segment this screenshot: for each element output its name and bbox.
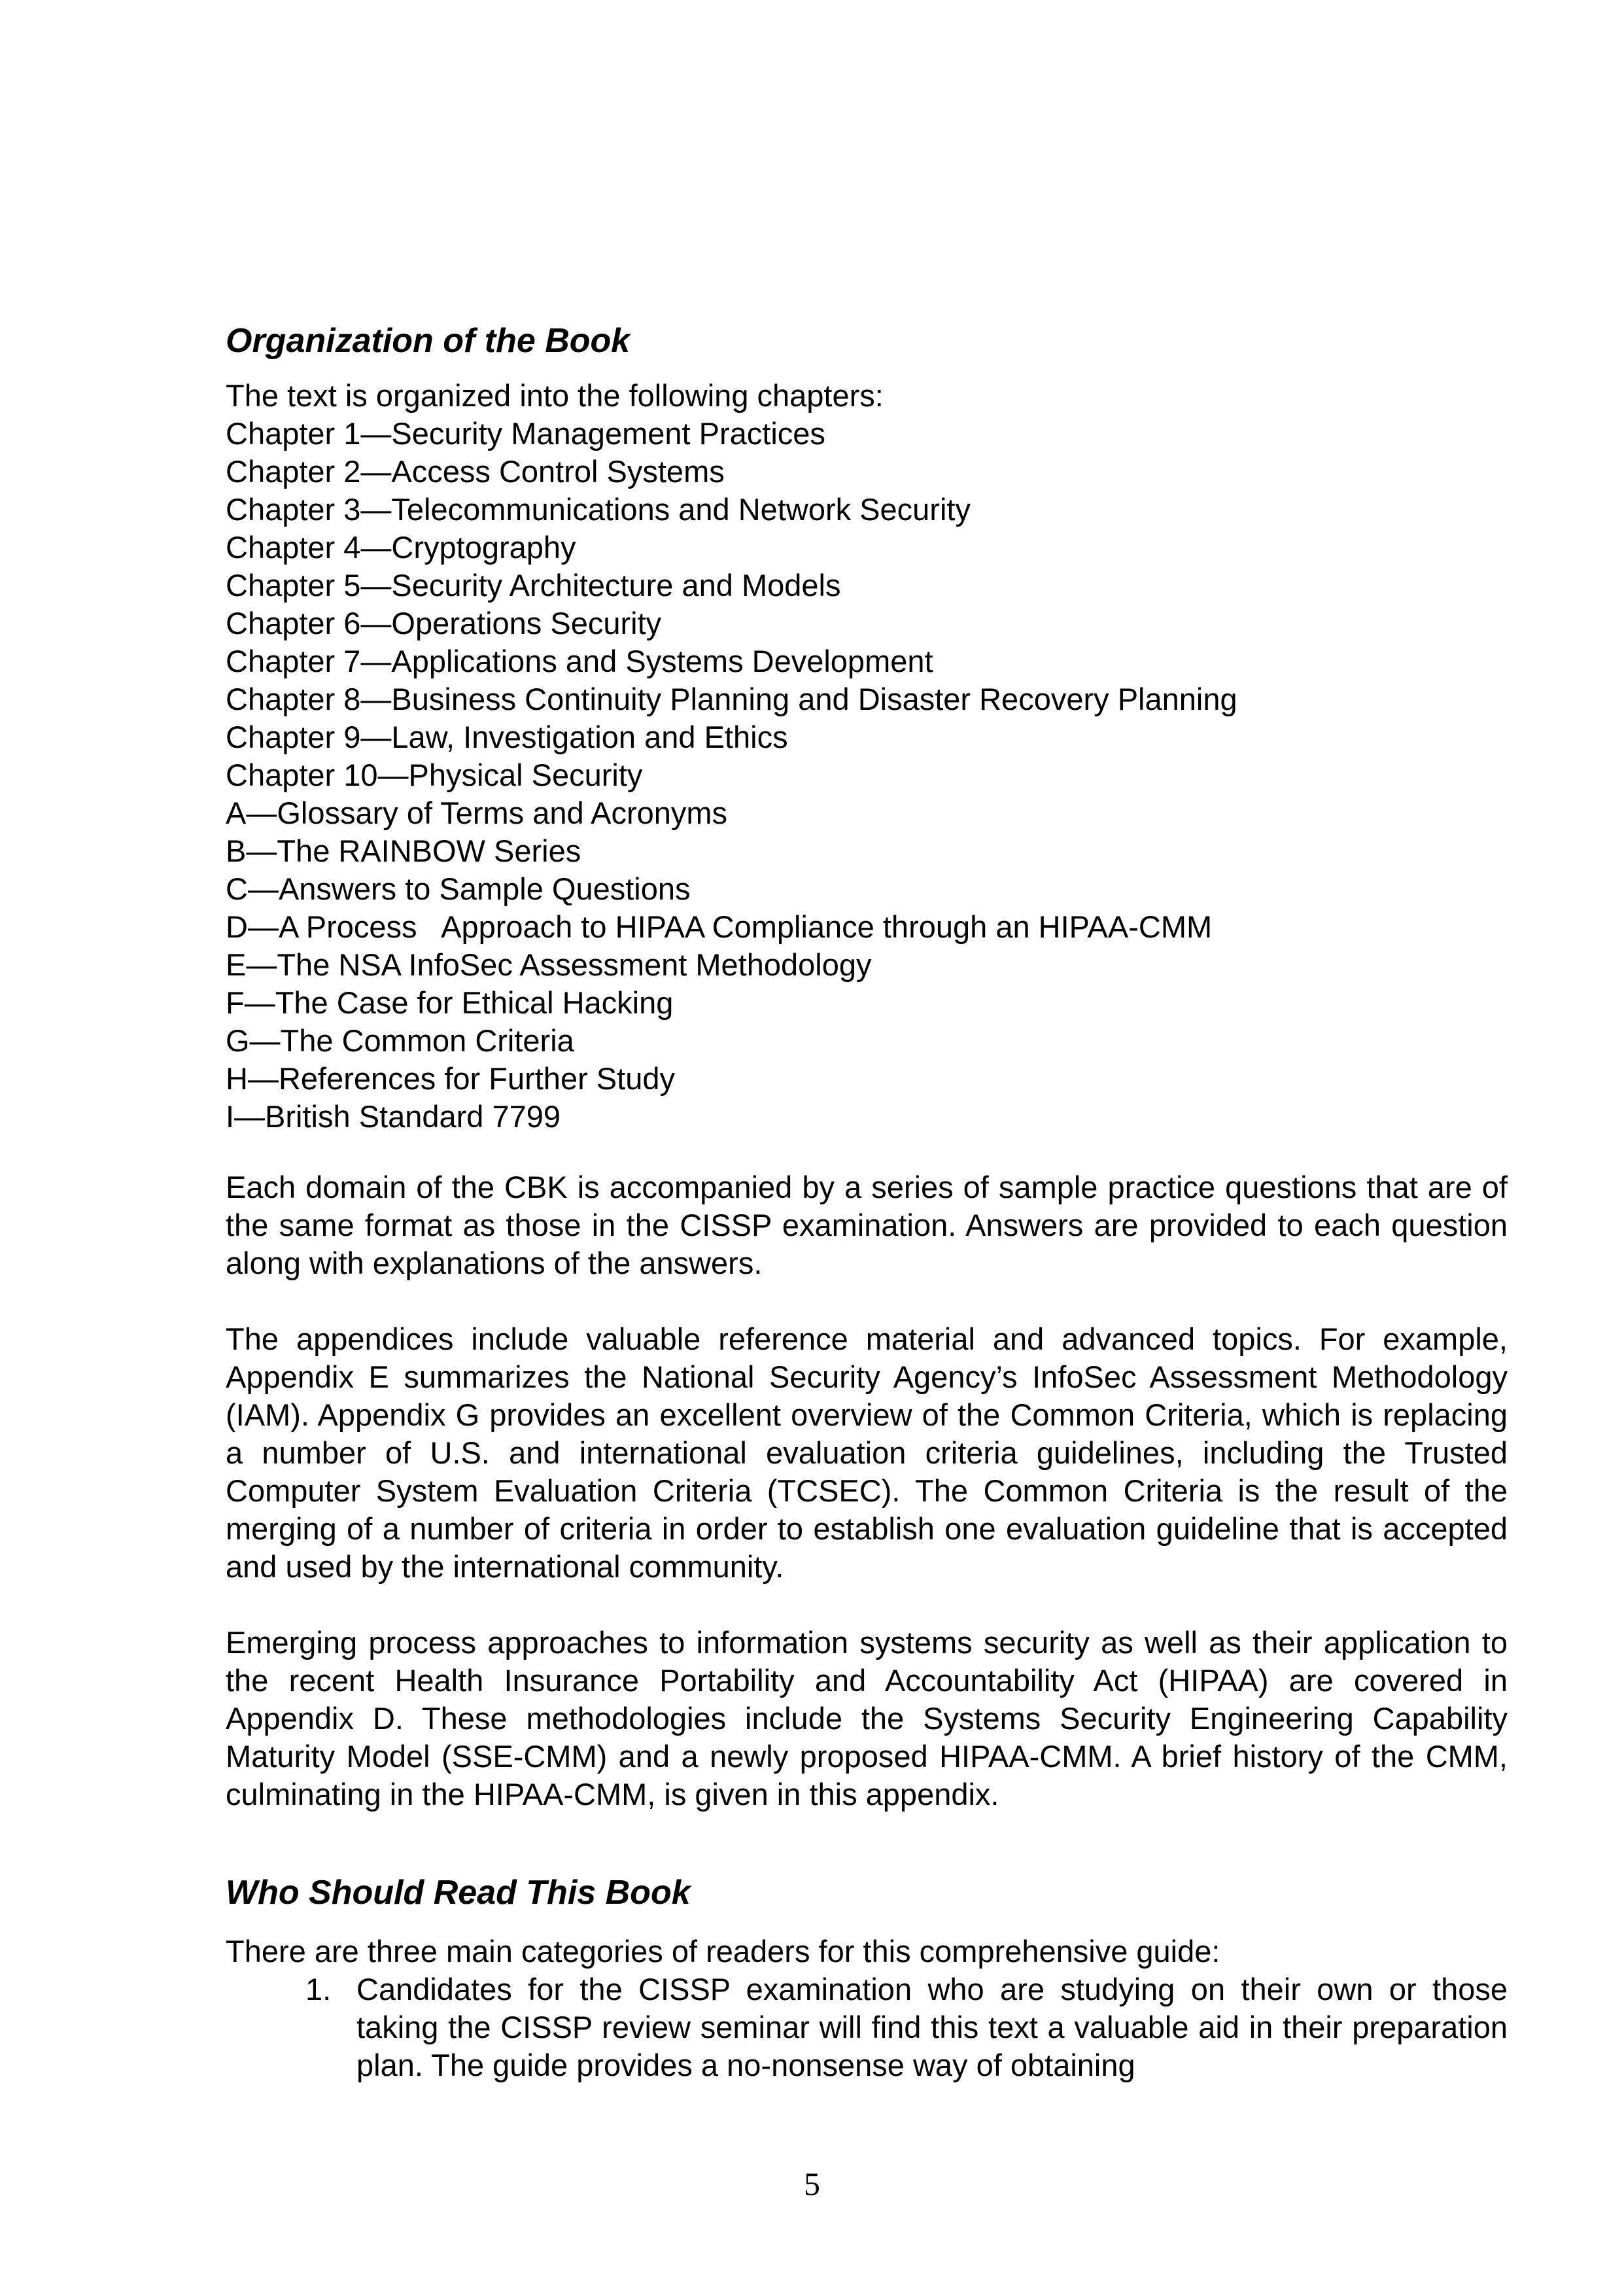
appendix-list-item: C—Answers to Sample Questions [226,871,691,906]
appendix-list-item: I—British Standard 7799 [226,1099,561,1134]
appendix-list-item: A—Glossary of Terms and Acronyms [226,796,728,830]
chapters-intro: The text is organized into the following chapters: [226,378,884,413]
chapter-list-item: Chapter 3—Telecommunications and Network Security [226,492,971,527]
appendix-list-item: D—A Process Approach to HIPAA Compliance through an HIPAA-CMM [226,909,1213,944]
list-item-number: 1. [305,1972,332,2006]
appendix-list-item: G—The Common Criteria [226,1023,574,1058]
appendix-list-item: F—The Case for Ethical Hacking [226,985,674,1020]
chapter-list-item: Chapter 8—Business Continuity Planning and Disaster Recovery Planning [226,682,1237,716]
appendix-list-item: E—The NSA InfoSec Assessment Methodology [226,947,872,982]
paragraph-appendices: The appendices include valuable reference material and advanced topics. For example, Appendix E summarizes the National Security Agency’s InfoSec Assessment Methodology (IAM). Appendix G provides an excellent overview of the Common Criteria, which is replacing a number of U.S. and international evaluation criteria guidelines, including the Trusted Computer System Evaluation Criteria (TCSEC). The Common Criteria is the result of the merging of a number of criteria in order to establish one evaluation guideline that is accepted and used by the international community. [226,1322,1508,1584]
chapter-list-item: Chapter 1—Security Management Practices [226,416,825,451]
section-heading-who-should-read: Who Should Read This Book [226,1874,691,1912]
readers-intro: There are three main categories of readers for this comprehensive guide: [226,1934,1220,1969]
appendix-list-item: B—The RAINBOW Series [226,833,581,868]
section-heading-organization: Organization of the Book [226,322,631,360]
chapter-list-item: Chapter 4—Cryptography [226,530,576,565]
chapter-list-item: Chapter 6—Operations Security [226,606,662,640]
readers-list [226,1971,1508,2084]
page-content [226,321,1508,2084]
paragraph-cbk-questions: Each domain of the CBK is accompanied by a series of sample practice questions that are of the same format as those in the CISSP examination. Answers are provided to each question along with explanations of the answers. [226,1170,1508,1280]
appendix-list-item: H—References for Further Study [226,1061,675,1096]
chapter-list-item: Chapter 7—Applications and Systems Development [226,644,933,678]
page-number: 5 [804,2165,820,2202]
chapter-list-item: Chapter 5—Security Architecture and Models [226,568,841,603]
chapter-list-item: Chapter 9—Law, Investigation and Ethics [226,720,788,754]
paragraph-process-approaches: Emerging process approaches to information systems security as well as their application to the recent Health Insurance Portability and Accountability Act (HIPAA) are covered in Appendix D. These methodologies include the Systems Security Engineering Capability Maturity Model (SSE-CMM) and a newly proposed HIPAA-CMM. A brief history of the CMM, culminating in the HIPAA-CMM, is given in this appendix. [226,1625,1508,1812]
chapter-list-item: Chapter 10—Physical Security [226,758,643,792]
readers-list-item [226,1971,1508,2084]
chapter-list [226,415,1508,1136]
list-item-text: Candidates for the CISSP examination who are studying on their own or those taking the CISSP review seminar will find this text a valuable aid in their preparation plan. The guide provides a no-nonsense way of obtaining [356,1972,1508,2082]
chapter-list-item: Chapter 2—Access Control Systems [226,454,725,489]
